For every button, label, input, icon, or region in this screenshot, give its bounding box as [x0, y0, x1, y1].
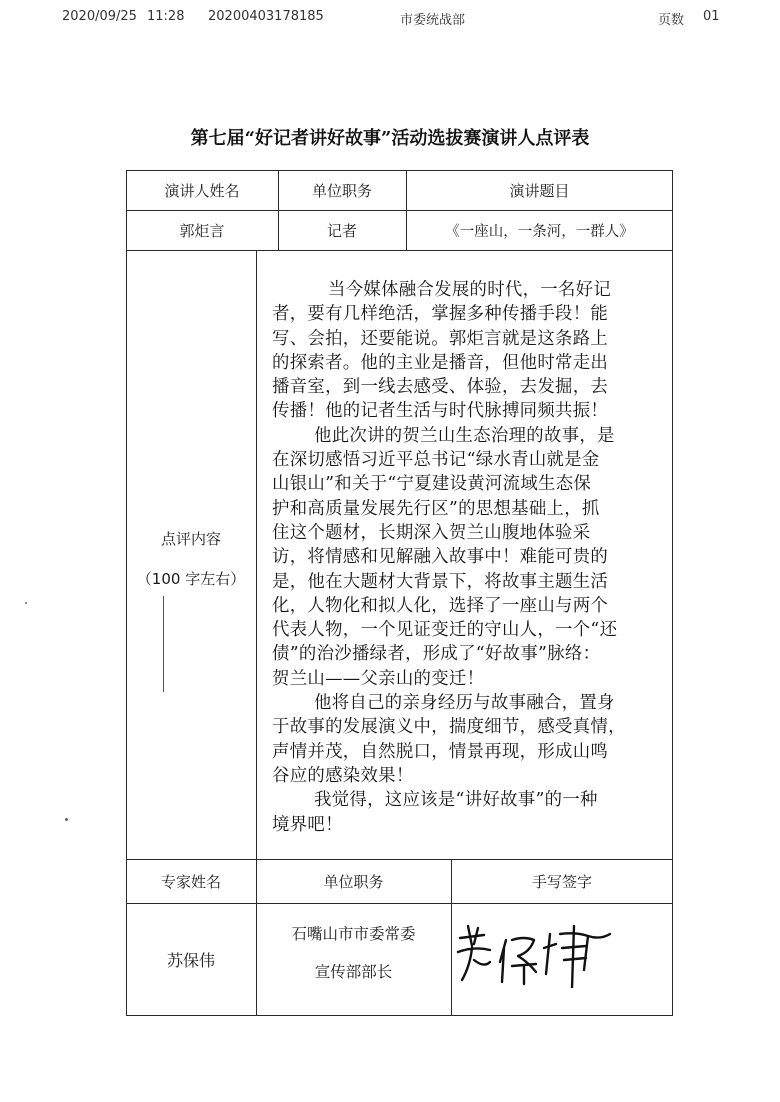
- table-divider: [256, 250, 257, 859]
- header-speech-topic: 演讲题目: [509, 181, 570, 200]
- review-line: 在深切感悟习近平总书记“绿水青山就是金: [272, 450, 600, 471]
- document-title: 第七届“好记者讲好故事”活动选拔赛演讲人点评表: [190, 128, 590, 149]
- fax-page-label: 页数: [658, 13, 685, 28]
- review-line: 于故事的发展演义中，揣度细节，感受真情，: [272, 717, 626, 738]
- review-line: 声情并茂，自然脱口，情景再现，形成山鸣: [272, 741, 609, 762]
- handwritten-signature: [454, 922, 614, 988]
- review-sublabel: （100 字左右）: [136, 570, 246, 588]
- review-line: 我觉得，这应该是“讲好故事”的一种: [314, 790, 598, 811]
- expert-position-line1: 石嘴山市市委常委: [291, 925, 416, 943]
- expert-name: 苏保伟: [166, 951, 215, 970]
- review-line: 播音室，到一线去感受、体验，去发掘，去: [272, 377, 609, 398]
- speaker-position: 记者: [326, 221, 357, 240]
- review-line: 住这个题材，长期深入贺兰山腹地体验采: [272, 522, 591, 543]
- review-label: 点评内容: [160, 530, 221, 548]
- header-speaker-name: 演讲人姓名: [164, 181, 240, 200]
- review-line: 护和高质量发展先行区”的思想基础上，抓: [272, 498, 600, 519]
- review-line: 访，将情感和见解融入故事中！难能可贵的: [272, 547, 609, 568]
- review-line: 的探索者。他的主业是播音，但他时常走出: [272, 352, 609, 373]
- fax-time: 11:28: [147, 9, 185, 24]
- review-content: [272, 278, 674, 837]
- review-line: 传播！他的记者生活与时代脉搏同频共振！: [272, 401, 609, 422]
- header-signature: 手写签字: [531, 872, 592, 891]
- review-line: 代表人物，一个见证变迁的守山人，一个“还: [272, 620, 618, 641]
- expert-position-line2: 宣传部部长: [314, 963, 393, 981]
- review-line: 者，要有几样绝活，掌握多种传播手段！能: [272, 304, 609, 325]
- review-line: 写、会拍，还要能说。郭炬言就是这条路上: [272, 328, 609, 349]
- table-divider: [126, 250, 673, 251]
- speech-topic: 《一座山，一条河，一群人》: [445, 223, 634, 240]
- review-line: 化，人物化和拟人化，选择了一座山与两个: [272, 595, 609, 616]
- review-line: 境界吧！: [272, 814, 343, 835]
- fax-date: 2020/09/25: [62, 9, 137, 24]
- review-line: 当今媒体融合发展的时代，一名好记: [328, 280, 612, 300]
- fax-header: [0, 9, 780, 31]
- header-expert-position: 单位职务: [323, 872, 384, 891]
- scan-speck: [65, 818, 68, 821]
- handwritten-mark: [163, 596, 164, 692]
- scan-speck: [25, 602, 27, 604]
- review-line: 是，他在大题材大背景下，将故事主题生活: [272, 571, 609, 592]
- review-line: 贺兰山——父亲山的变迁！: [272, 668, 485, 689]
- review-line: 山银山”和关于“宁夏建设黄河流域生态保: [272, 474, 592, 495]
- review-line: 债”的治沙播绿者，形成了“好故事”脉络：: [272, 644, 601, 665]
- review-line: 他此次讲的贺兰山生态治理的故事，是: [314, 425, 615, 446]
- header-speaker-position: 单位职务: [311, 181, 372, 200]
- speaker-name: 郭炬言: [179, 221, 225, 240]
- fax-doc-id: 20200403178185: [208, 9, 324, 24]
- review-line: 他将自己的亲身经历与故事融合，置身: [314, 693, 615, 714]
- header-expert-name: 专家姓名: [160, 872, 221, 891]
- review-line: 谷应的感染效果！: [272, 765, 414, 786]
- fax-sender: 市委统战部: [400, 13, 466, 28]
- fax-page-number: 01: [703, 9, 720, 24]
